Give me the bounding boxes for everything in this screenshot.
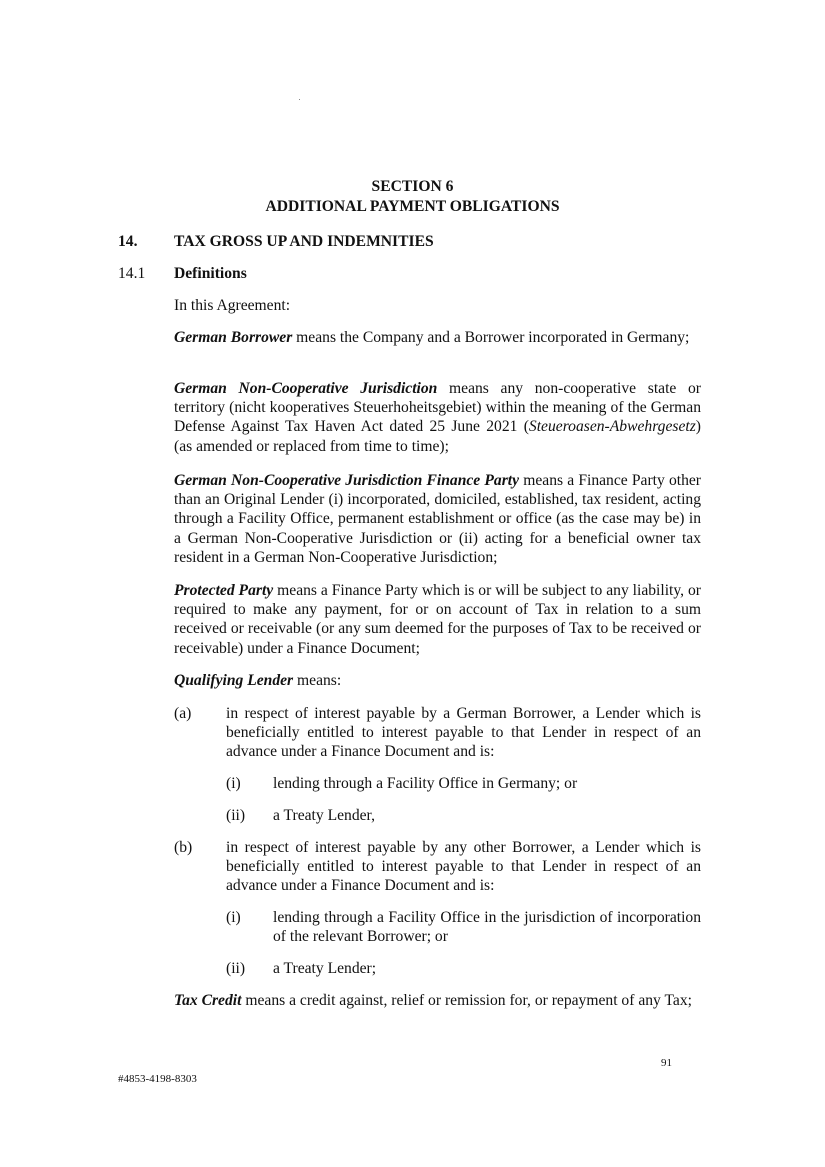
- defined-term: Protected Party: [174, 582, 274, 599]
- definition-text: means a Finance Party which is or will be subject to any liability, or required to make any payment, for or on account of Tax in relation to a sum received or receivable (or any sum deemed for the purposes of Tax to be received or receivable) under a Finance Document;: [174, 582, 701, 657]
- list-item-text: in respect of interest payable by a German Borrower, a Lender which is beneficially entitled to interest payable to that Lender in respect of an advance under a Finance Document and is:: [226, 705, 701, 761]
- definition-text: ) (as amended or replaced from time to time);: [174, 418, 701, 455]
- defined-term: German Borrower: [174, 329, 293, 346]
- definition-german-borrower: [174, 328, 701, 347]
- section-title: SECTION 6: [371, 178, 454, 195]
- definition-german-ncj: [174, 379, 701, 456]
- sublist-label: (ii): [226, 807, 246, 824]
- subclause-title: Definitions: [174, 265, 247, 282]
- sublist-label: (ii): [226, 960, 246, 977]
- definition-text: means the Company and a Borrower incorporated in Germany;: [292, 329, 690, 346]
- definition-german-ncj-finance-party: [174, 471, 701, 567]
- definition-protected-party: [174, 581, 701, 658]
- definition-qualifying-lender: [174, 671, 701, 690]
- section-subtitle: ADDITIONAL PAYMENT OBLIGATIONS: [265, 198, 560, 215]
- definition-text: means:: [293, 672, 342, 689]
- intro-text: In this Agreement:: [174, 297, 291, 314]
- defined-term: German Non-Cooperative Jurisdiction Finance Party: [174, 472, 520, 489]
- scan-artifact-dot: [299, 99, 300, 100]
- sublist-item-text: a Treaty Lender,: [273, 807, 376, 824]
- defined-term: Tax Credit: [174, 992, 242, 1009]
- clause-number: 14.: [118, 233, 138, 250]
- definition-tax-credit: [174, 991, 701, 1010]
- defined-term: Qualifying Lender: [174, 672, 294, 689]
- document-id: #4853-4198-8303: [118, 1073, 197, 1085]
- sublist-item-text: a Treaty Lender;: [273, 960, 377, 977]
- definition-text: means any non-cooperative state or territory (nicht kooperatives Steuerhoheitsgebiet) within the meaning of the German Defense Against Tax Haven Act dated 25 June 2021 (: [174, 380, 702, 436]
- list-item-text: in respect of interest payable by any other Borrower, a Lender which is beneficially entitled to interest payable to that Lender in respect of an advance under a Finance Document and is:: [226, 839, 701, 895]
- definition-italic-text: Steueroasen-Abwehrgesetz: [528, 418, 696, 436]
- definition-text: means a credit against, relief or remission for, or repayment of any Tax;: [241, 992, 692, 1009]
- list-label: (a): [174, 705, 192, 722]
- sublist-label: (i): [226, 775, 241, 792]
- defined-term: German Non-Cooperative Jurisdiction: [174, 380, 438, 397]
- subclause-number: 14.1: [118, 265, 146, 282]
- sublist-label: (i): [226, 909, 241, 926]
- page-number: 91: [661, 1057, 672, 1069]
- definition-text: means a Finance Party other than an Original Lender (i) incorporated, domiciled, established, tax resident, acting through a Facility Office, permanent establishment or office (as the case may be) in a German Non-Cooperative Jurisdiction or (ii) acting for a beneficial owner tax resident in a German Non-Cooperative Jurisdiction;: [174, 472, 701, 566]
- clause-title: TAX GROSS UP AND INDEMNITIES: [174, 233, 434, 250]
- sublist-item-text: lending through a Facility Office in the jurisdiction of incorporation of the relevant Borrower; or: [273, 909, 701, 946]
- list-label: (b): [174, 839, 193, 856]
- sublist-item-text: lending through a Facility Office in Germany; or: [273, 775, 578, 792]
